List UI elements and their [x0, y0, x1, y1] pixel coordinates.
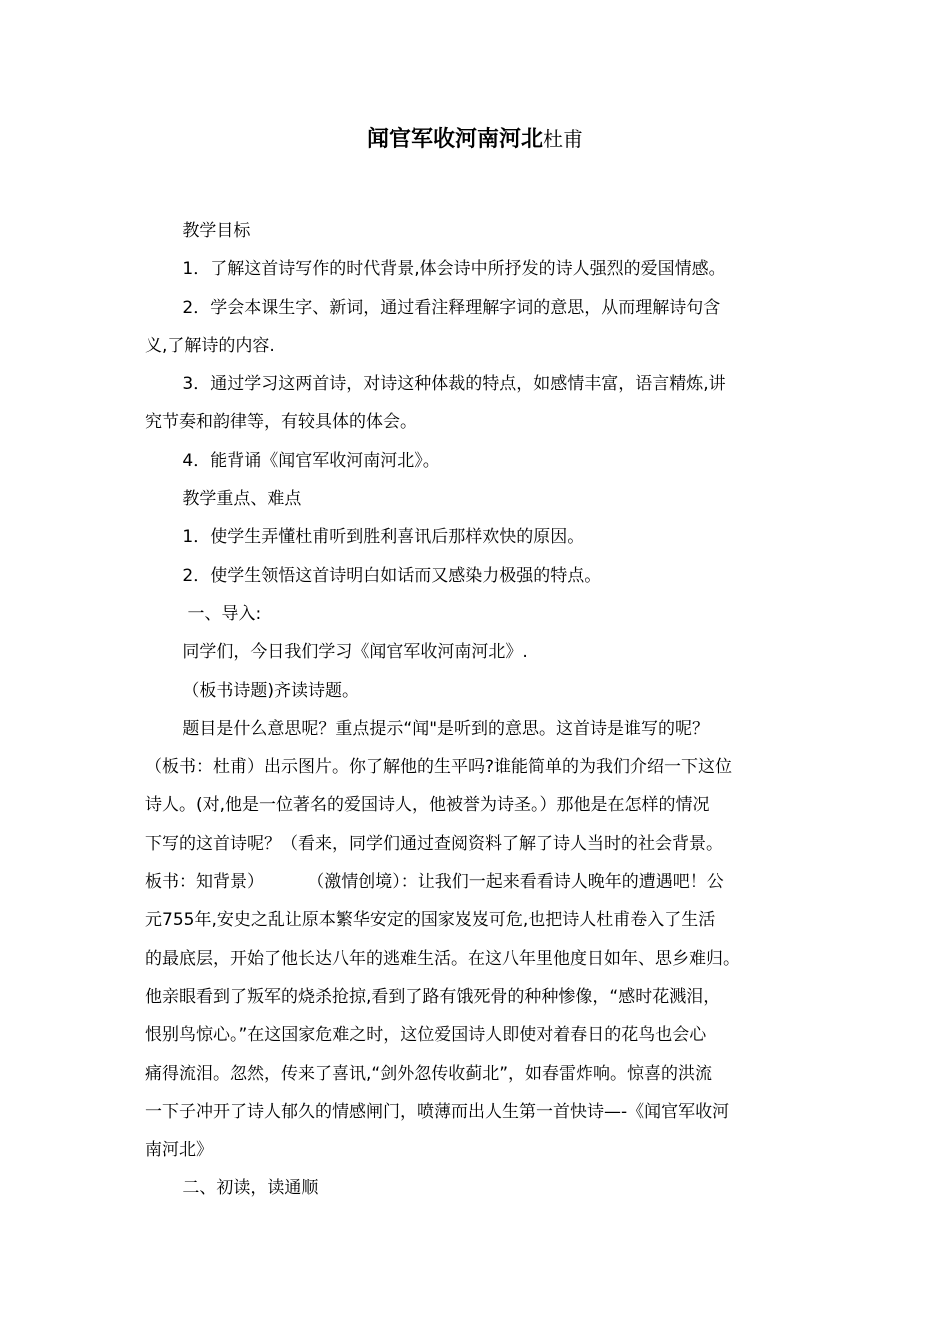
objective-item-1: 1．了解这首诗写作的时代背景,体会诗中所抒发的诗人强烈的爱国情感。	[182, 259, 726, 280]
intro-line-6: 元755年,安史之乱让原本繁华安定的国家岌岌可危,也把诗人杜甫卷入了生活	[145, 910, 716, 931]
poem-title: 闻官军收河南河北	[366, 127, 543, 152]
objective-item-2	[145, 289, 810, 366]
objective-item-3-line-1: 3．通过学习这两首诗，对诗这种体裁的特点，如感情丰富，语言精炼,讲	[182, 374, 726, 395]
intro-line-10: 痛得流泪。忽然，传来了喜讯,“剑外忽传收蓟北”，如春雷炸响。惊喜的洪流	[145, 1063, 713, 1084]
section-heading-key-points: 教学重点、难点	[182, 489, 302, 510]
objective-item-4: 4．能背诵《闻官军收河南河北》。	[182, 450, 440, 471]
document-title	[0, 122, 950, 158]
section-heading-objectives: 教学目标	[182, 221, 251, 241]
key-point-item-1: 1．使学生弄懂杜甫听到胜利喜讯后那样欢快的原因。	[182, 527, 585, 548]
intro-line-8: 他亲眼看到了叛军的烧杀抢掠,看到了路有饿死骨的种种惨像，“感时花溅泪，	[145, 986, 721, 1007]
poem-author: 杜甫	[543, 127, 583, 151]
objective-item-3	[145, 365, 810, 442]
section-heading-intro: 一、导入:	[187, 603, 262, 624]
intro-line-7: 的最底层，开始了他长达八年的逃难生活。在这八年里他度日如年、思乡难归。	[145, 948, 740, 969]
intro-line-5: 板书：知背景） （激情创境）：让我们一起来看看诗人晚年的遭遇吧！公	[145, 872, 724, 893]
key-point-item-2: 2．使学生领悟这首诗明白如话而又感染力极强的特点。	[182, 565, 602, 586]
intro-line-3: 诗人。(对,他是一位著名的爱国诗人，他被誉为诗圣。）那他是在怎样的情况	[145, 795, 710, 816]
intro-line-11: 一下子冲开了诗人郁久的情感闸门，喷薄而出人生第一首快诗—-《闻官军收河	[145, 1101, 730, 1122]
intro-line-12: 南河北》	[145, 1140, 213, 1161]
intro-line-1: 题目是什么意思呢？重点提示“闻"是听到的意思。这首诗是谁写的呢？	[182, 718, 710, 739]
intro-line-4: 下写的这首诗呢？（看来，同学们通过查阅资料了解了诗人当时的社会背景。	[145, 833, 723, 854]
intro-line-9: 恨别鸟惊心。”在这国家危难之时，这位爱国诗人即使对着春日的花鸟也会心	[145, 1025, 707, 1046]
intro-line-2: （板书：杜甫）出示图片。你了解他的生平吗?谁能简单的为我们介绍一下这位	[145, 757, 733, 778]
intro-paragraph-1: 同学们，今日我们学习《闻官军收河南河北》.	[182, 642, 528, 663]
objective-item-2-line-2: 义,了解诗的内容.	[145, 335, 275, 356]
objective-item-3-line-2: 究节奏和韵律等，有较具体的体会。	[145, 412, 417, 433]
section-heading-first-reading: 二、初读，读通顺	[182, 1178, 319, 1199]
document-body	[145, 212, 810, 1208]
intro-paragraph-2: （板书诗题)齐读诗题。	[182, 680, 360, 701]
objective-item-2-line-1: 2．学会本课生字、新词，通过看注释理解字词的意思，从而理解诗句含	[182, 297, 721, 318]
intro-paragraph-3	[145, 710, 810, 1170]
